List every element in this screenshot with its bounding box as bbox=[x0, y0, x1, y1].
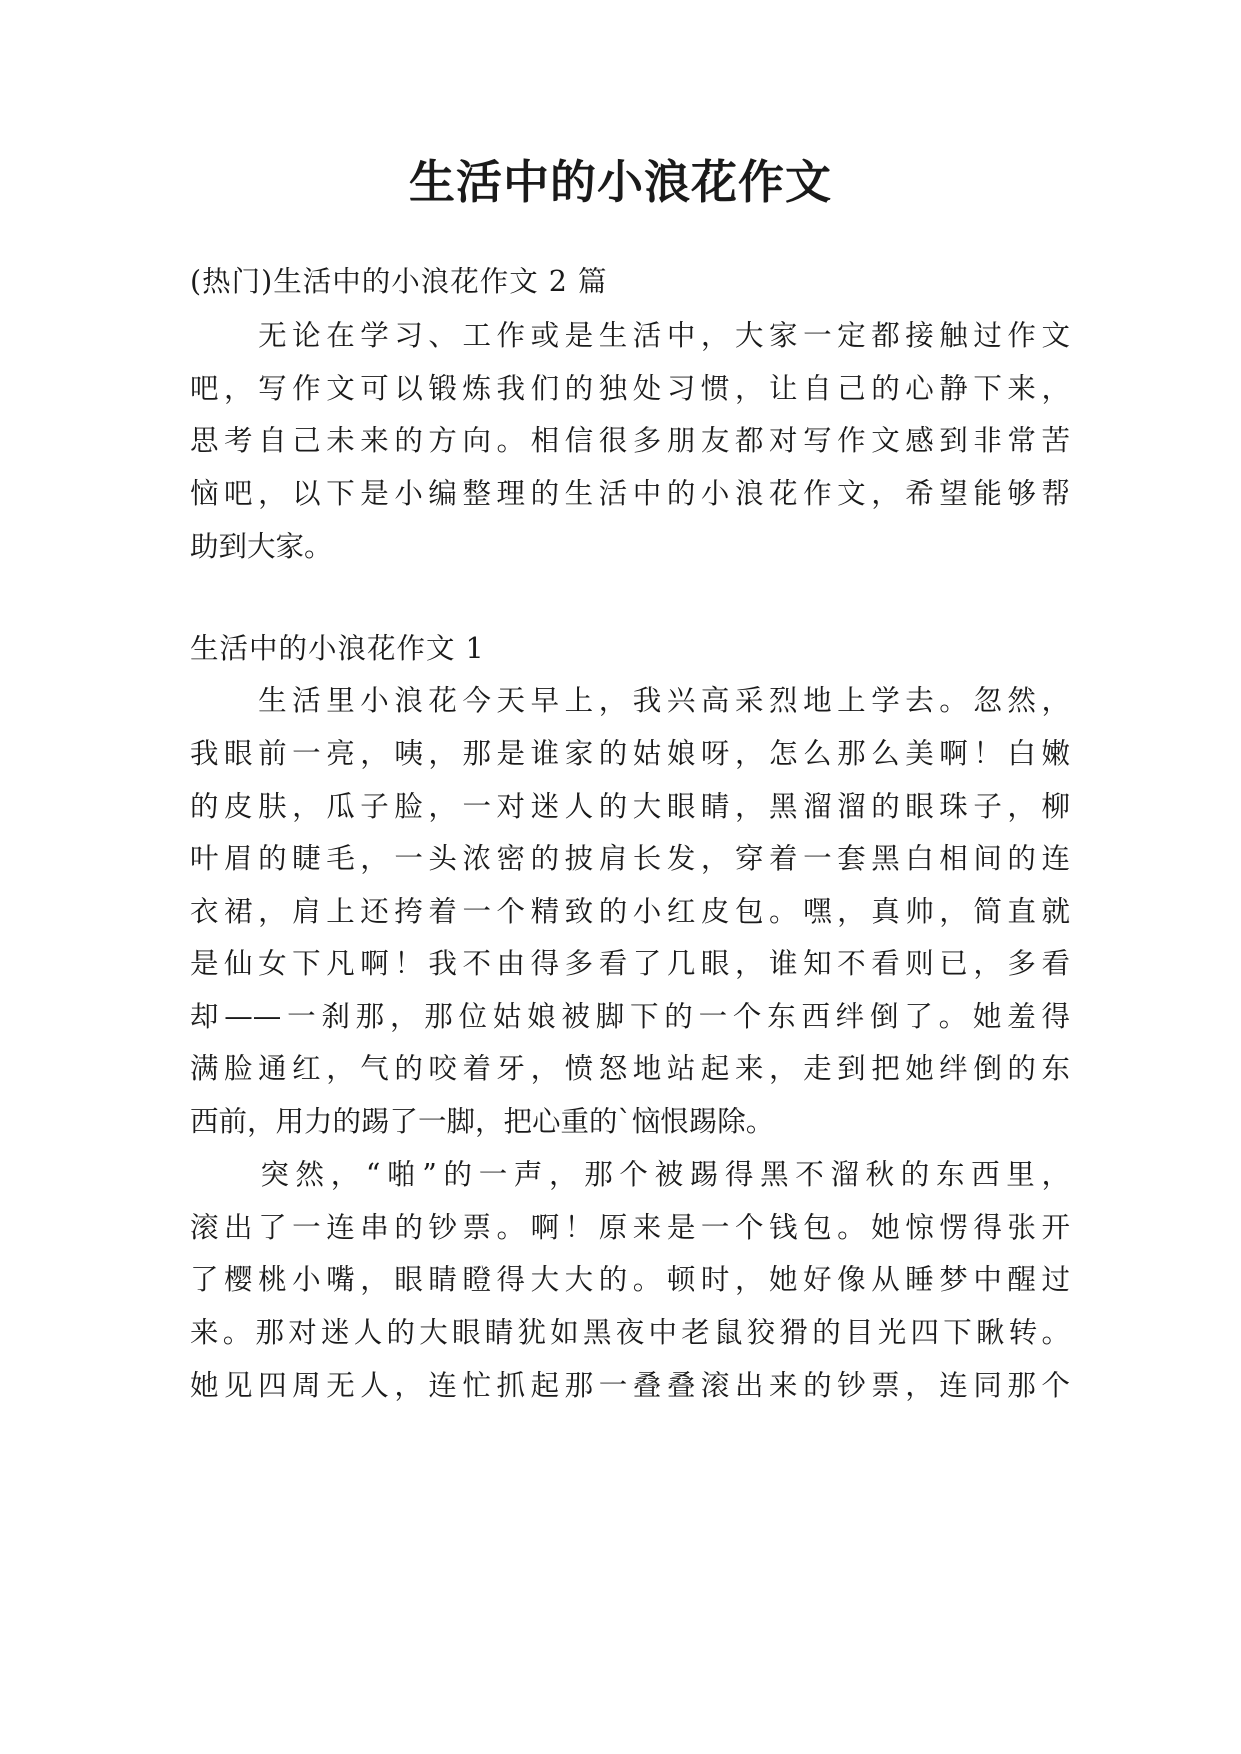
paragraph-line: 了樱桃小嘴，眼睛瞪得大大的。顿时，她好像从睡梦中醒过 bbox=[190, 1263, 1070, 1296]
paragraph-line: 叶眉的睫毛，一头浓密的披肩长发，穿着一套黑白相间的连 bbox=[190, 842, 1070, 875]
paragraph-line: 满脸通红，气的咬着牙，愤怒地站起来，走到把她绊倒的东 bbox=[190, 1052, 1070, 1085]
paragraph-line: 助到大家。 bbox=[190, 530, 333, 563]
paragraph-line: 突然，“啪”的一声，那个被踢得黑不溜秋的东西里， bbox=[190, 1158, 1070, 1191]
paragraph-line: 的皮肤，瓜子脸，一对迷人的大眼睛，黑溜溜的眼珠子，柳 bbox=[190, 790, 1070, 823]
paragraph-line: 思考自己未来的方向。相信很多朋友都对写作文感到非常苦 bbox=[190, 424, 1070, 457]
paragraph-line: 衣裙，肩上还挎着一个精致的小红皮包。嘿，真帅，简直就 bbox=[190, 895, 1070, 928]
paragraph-line: 来。那对迷人的大眼睛犹如黑夜中老鼠狡猾的目光四下瞅转。 bbox=[190, 1316, 1070, 1349]
paragraph-line: 她见四周无人，连忙抓起那一叠叠滚出来的钞票，连同那个 bbox=[190, 1369, 1070, 1402]
section-heading: 生活中的小浪花作文 1 bbox=[190, 632, 485, 665]
paragraph-line: 我眼前一亮，咦，那是谁家的姑娘呀，怎么那么美啊！白嫩 bbox=[190, 737, 1070, 770]
paragraph-line: 滚出了一连串的钞票。啊！原来是一个钱包。她惊愣得张开 bbox=[190, 1211, 1070, 1244]
document-title: 生活中的小浪花作文 bbox=[409, 155, 832, 209]
paragraph-line: 西前，用力的踢了一脚，把心重的`恼恨踢除。 bbox=[190, 1105, 775, 1138]
paragraph-line: 却——一刹那，那位姑娘被脚下的一个东西绊倒了。她羞得 bbox=[190, 1000, 1070, 1033]
paragraph-line: 是仙女下凡啊！我不由得多看了几眼，谁知不看则已，多看 bbox=[190, 947, 1070, 980]
intro-heading: (热门)生活中的小浪花作文 2 篇 bbox=[190, 265, 608, 298]
paragraph-line: 恼吧，以下是小编整理的生活中的小浪花作文，希望能够帮 bbox=[190, 477, 1070, 510]
paragraph-line: 生活里小浪花今天早上，我兴高采烈地上学去。忽然， bbox=[190, 684, 1070, 717]
paragraph-line: 无论在学习、工作或是生活中，大家一定都接触过作文 bbox=[190, 319, 1070, 352]
paragraph-line: 吧，写作文可以锻炼我们的独处习惯，让自己的心静下来， bbox=[190, 372, 1070, 405]
